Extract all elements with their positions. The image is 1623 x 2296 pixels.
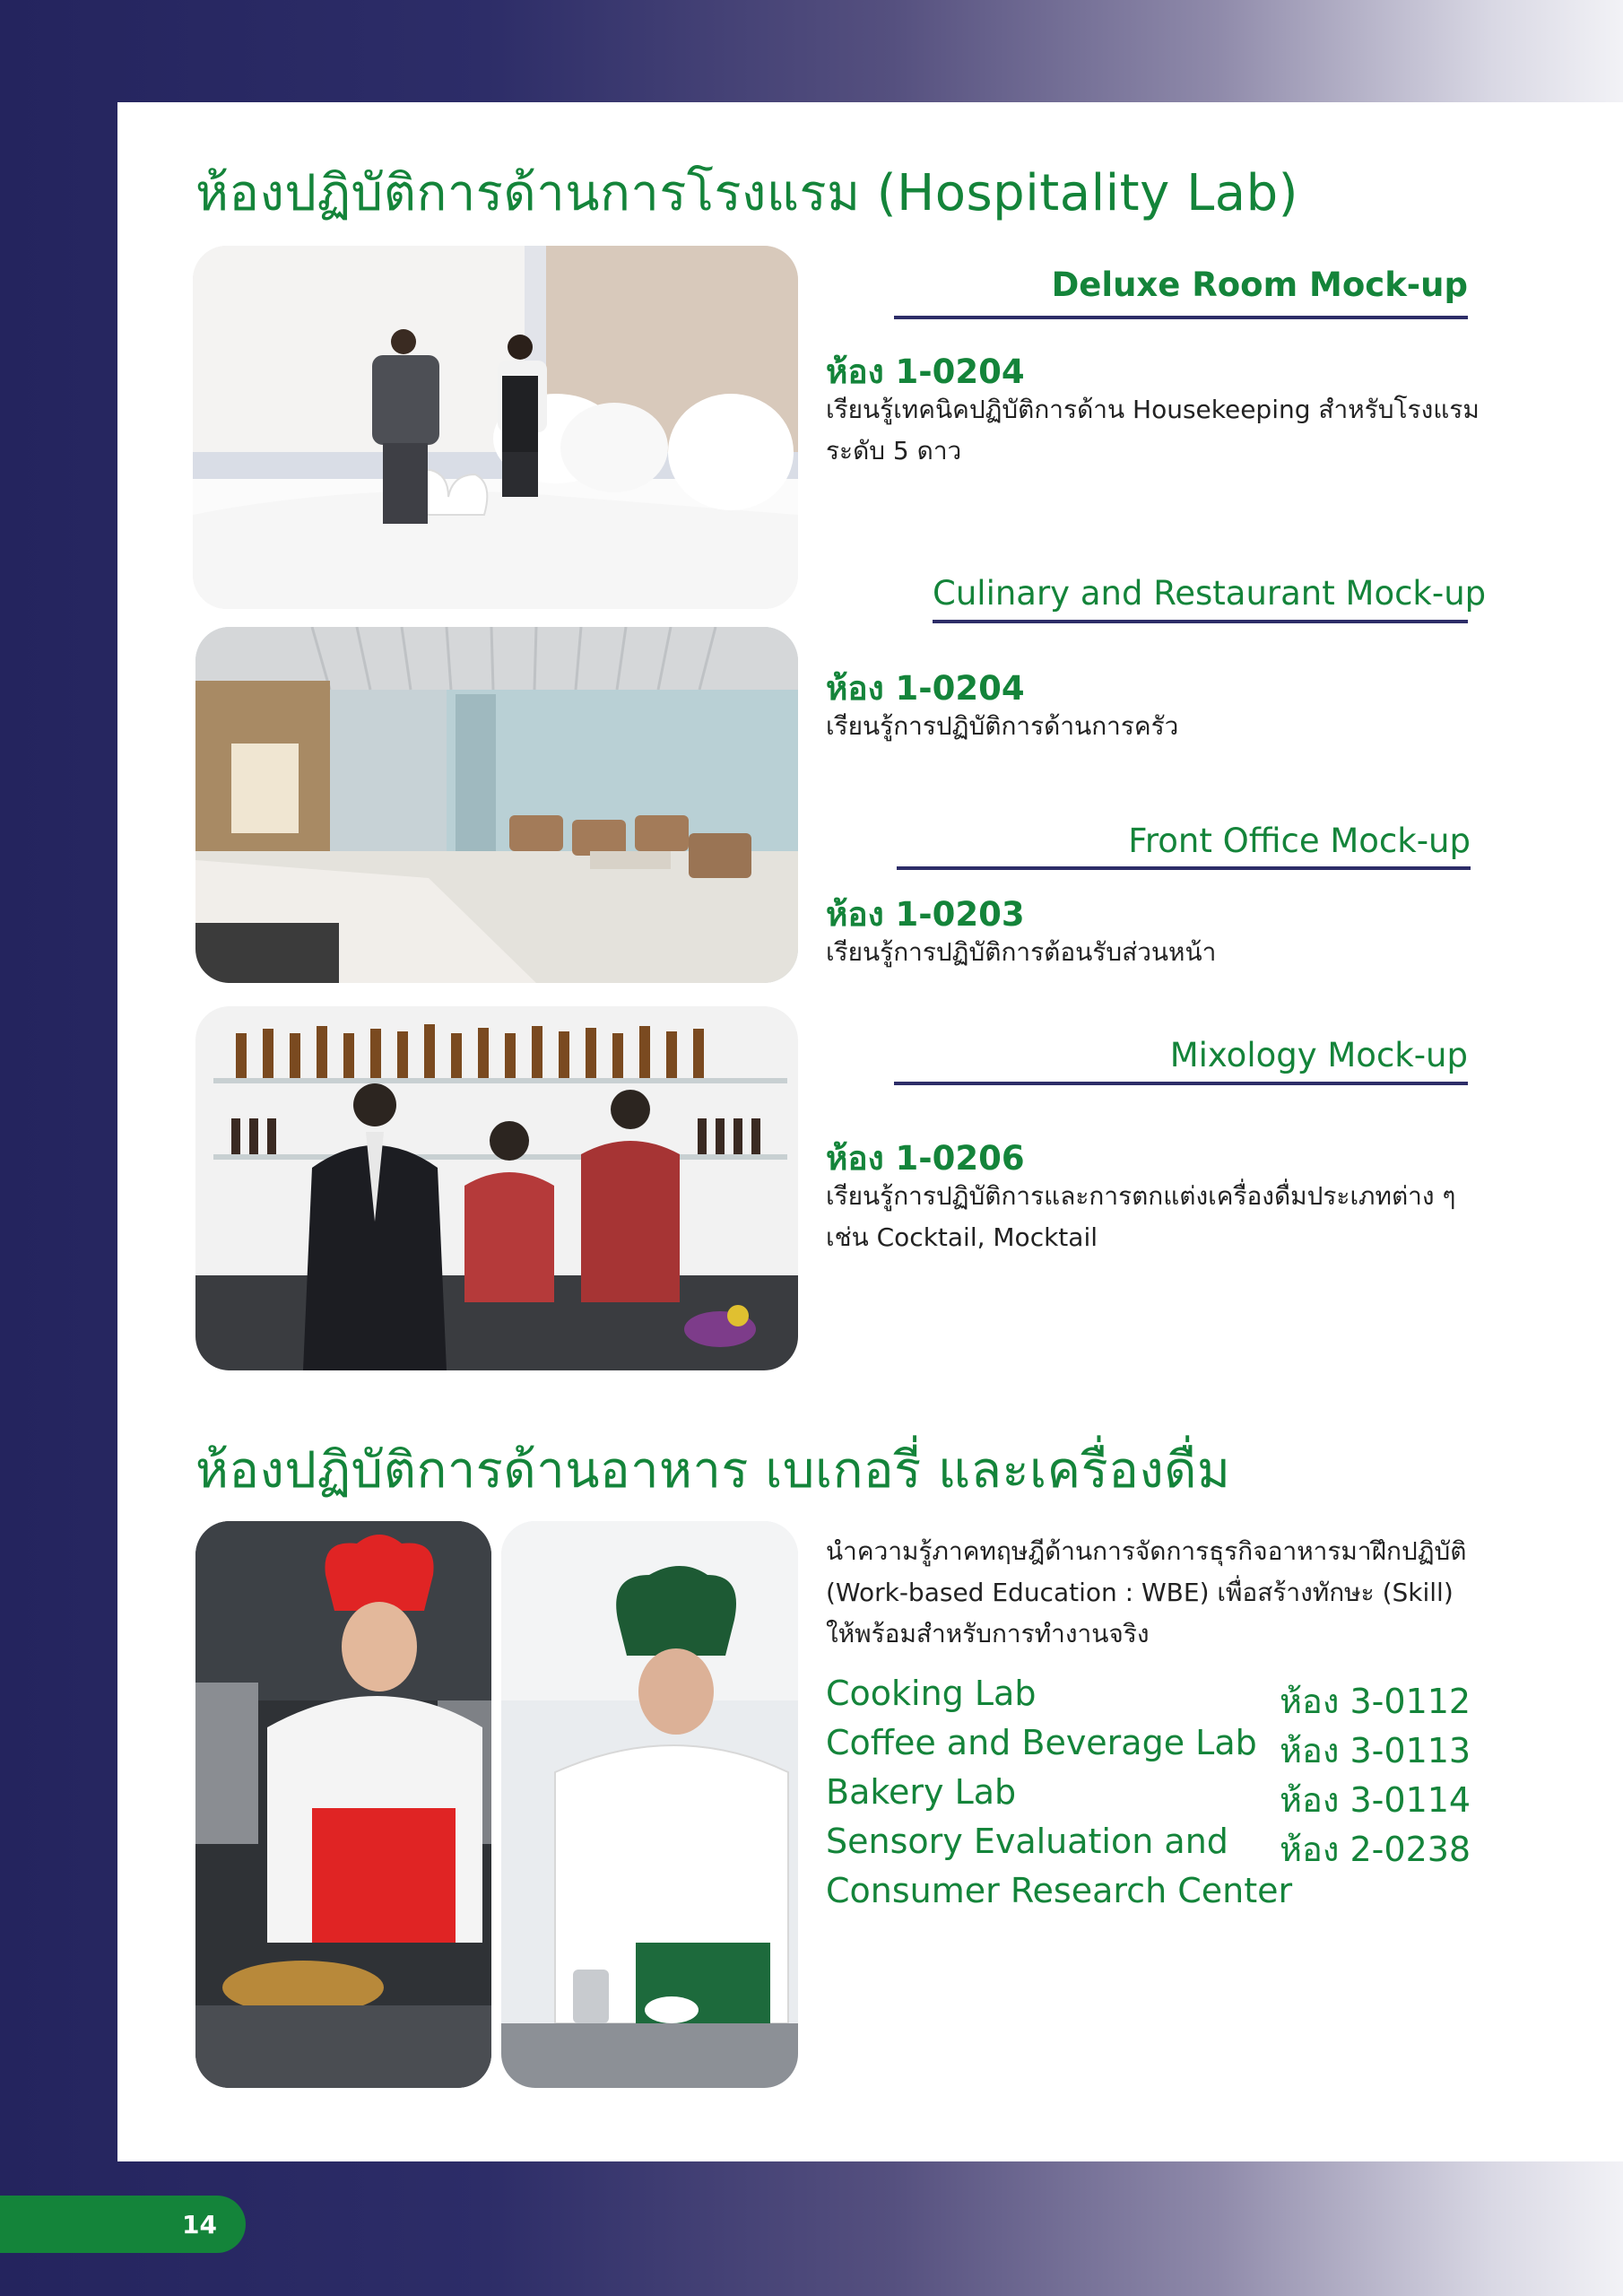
photo-deluxe-room [193, 246, 798, 609]
food-intro-2: (Work-based Education : WBE) เพื่อสร้างทักษะ (Skill) [826, 1578, 1454, 1607]
section-title-food: ห้องปฏิบัติการด้านอาหาร เบเกอรี่ และเครื่องดื่ม [195, 1441, 1231, 1500]
section-title-hospitality: ห้องปฏิบัติการด้านการโรงแรม (Hospitality Lab) [195, 164, 1298, 222]
lab-name-sensory: Sensory Evaluation and [826, 1822, 1228, 1861]
page-number [0, 2196, 246, 2253]
room-deluxe: ห้อง 1-0204 [826, 352, 1025, 391]
desc-mixology-2: เช่น Cocktail, Mocktail [826, 1222, 1098, 1252]
lab-heading-mixology: Mixology Mock-up [1169, 1036, 1468, 1074]
photo-chef-coffee [501, 1521, 798, 2088]
lab-room-cooking: ห้อง 3-0112 [1280, 1682, 1471, 1721]
lab-name-bakery: Bakery Lab [826, 1772, 1017, 1812]
lab-name-cooking: Cooking Lab [826, 1674, 1037, 1713]
page-number-label: 14 [182, 2209, 217, 2239]
divider-culinary [933, 620, 1468, 623]
lab-heading-culinary: Culinary and Restaurant Mock-up [933, 574, 1487, 613]
room-culinary: ห้อง 1-0204 [826, 669, 1025, 708]
divider-front-office [897, 866, 1471, 870]
desc-deluxe-2: ระดับ 5 ดาว [826, 436, 962, 465]
divider-deluxe [894, 316, 1468, 319]
photo-mixology-bar [195, 1006, 798, 1370]
room-mixology: ห้อง 1-0206 [826, 1139, 1025, 1178]
food-intro-1: นำความรู้ภาคทฤษฎีด้านการจัดการธุรกิจอาหารมาฝึกปฏิบัติ [826, 1536, 1467, 1566]
desc-culinary-1: เรียนรู้การปฏิบัติการด้านการครัว [826, 711, 1179, 741]
lab-room-sensory: ห้อง 2-0238 [1280, 1830, 1471, 1869]
lab-heading-deluxe: Deluxe Room Mock-up [1051, 265, 1468, 304]
lab-name-coffee: Coffee and Beverage Lab [826, 1723, 1257, 1762]
desc-mixology-1: เรียนรู้การปฏิบัติการและการตกแต่งเครื่องดื่มประเภทต่าง ๆ [826, 1181, 1456, 1211]
lab-room-coffee: ห้อง 3-0113 [1280, 1731, 1471, 1770]
lab-name-consumer: Consumer Research Center [826, 1871, 1293, 1910]
desc-front-office-1: เรียนรู้การปฏิบัติการต้อนรับส่วนหน้า [826, 937, 1217, 967]
lab-heading-front-office: Front Office Mock-up [1128, 822, 1471, 860]
photo-restaurant-lobby [195, 627, 798, 983]
food-intro-3: ให้พร้อมสำหรับการทำงานจริง [826, 1619, 1150, 1648]
photo-chef-cooking [195, 1521, 491, 2088]
lab-room-bakery: ห้อง 3-0114 [1280, 1780, 1471, 1820]
desc-deluxe-1: เรียนรู้เทคนิคปฏิบัติการด้าน Housekeeping สำหรับโรงแรม [826, 395, 1480, 424]
divider-mixology [894, 1082, 1468, 1085]
room-front-office: ห้อง 1-0203 [826, 895, 1025, 934]
